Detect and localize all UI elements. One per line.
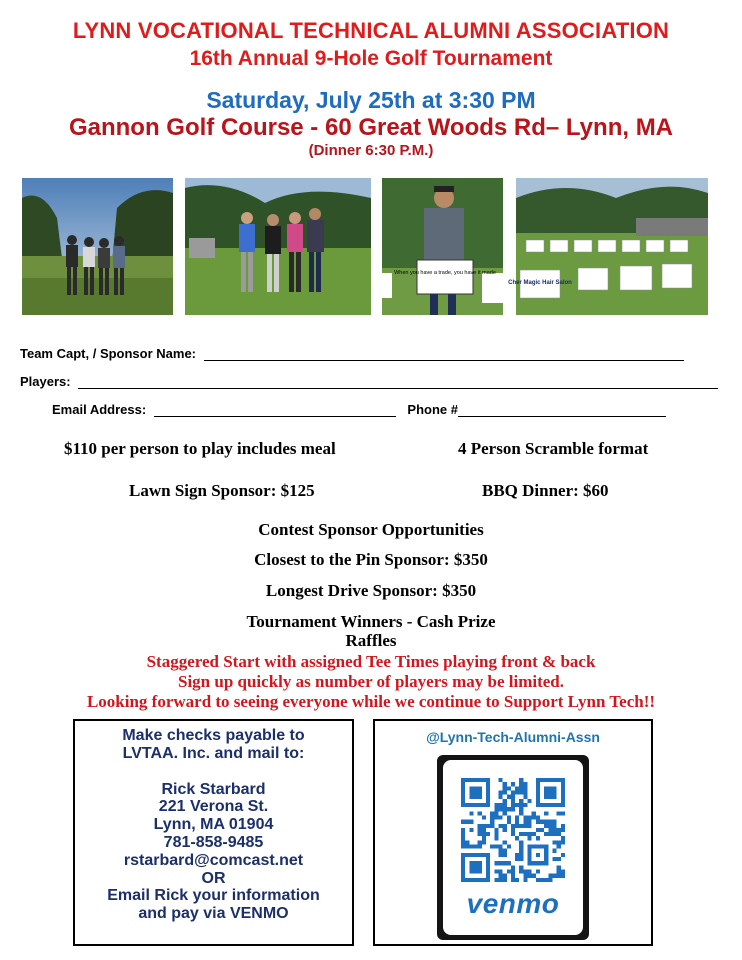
mail-instructions-box — [73, 719, 354, 946]
note-looking-forward: Looking forward to seeing everyone while we continue to Support Lynn Tech!! — [86, 692, 656, 711]
price-lawn-sign: Lawn Sign Sponsor: $125 — [129, 481, 315, 500]
venmo-box — [373, 719, 653, 946]
venmo-handle: @Lynn-Tech-Alumni-Assn — [426, 729, 600, 745]
org-title: LYNN VOCATIONAL TECHNICAL ALUMNI ASSOCIATION — [72, 18, 670, 43]
longest-drive-price: Longest Drive Sponsor: $350 — [265, 581, 477, 600]
tournament-winners: Tournament Winners - Cash Prize — [246, 612, 496, 631]
contest-heading: Contest Sponsor Opportunities — [258, 520, 484, 539]
mail-line-3: Email Rick your information — [107, 887, 320, 905]
note-sign-up: Sign up quickly as number of players may be limited. — [177, 672, 565, 691]
mail-line-4: and pay via VENMO — [138, 905, 289, 923]
email-phone-row — [52, 402, 666, 417]
event-venue: Gannon Golf Course - 60 Great Woods Rd– Lynn, MA — [68, 114, 674, 141]
dinner-time: (Dinner 6:30 P.M.) — [308, 142, 434, 159]
price-bbq: BBQ Dinner: $60 — [482, 481, 609, 500]
venmo-card — [437, 755, 589, 940]
contact-email: rstarbard@comcast.net — [123, 851, 304, 869]
email-field[interactable] — [154, 404, 396, 417]
note-staggered-start: Staggered Start with assigned Tee Times playing front & back — [146, 652, 596, 671]
sign-text: When you have a trade, you have it made — [394, 270, 496, 276]
photo-lawn-signs — [508, 178, 708, 315]
players-field[interactable] — [78, 376, 718, 389]
venmo-logo: venmo — [466, 888, 560, 919]
format-info: 4 Person Scramble format — [458, 439, 649, 458]
phone-field[interactable] — [458, 404, 666, 417]
raffles: Raffles — [345, 631, 397, 650]
email-label: Email Address: — [52, 402, 147, 417]
photo-group-fairway — [22, 178, 173, 315]
contact-name: Rick Starbard — [161, 780, 266, 798]
players-row — [20, 374, 718, 389]
closest-pin-price: Closest to the Pin Sponsor: $350 — [254, 550, 488, 569]
contact-phone: 781-858-9485 — [163, 833, 264, 851]
photo-golfers — [185, 178, 371, 315]
captain-field[interactable] — [204, 348, 684, 361]
contact-street: 221 Verona St. — [158, 798, 269, 816]
contact-city: Lynn, MA 01904 — [153, 816, 274, 834]
lawn-sign-text: Cher Magic Hair Salon — [508, 280, 572, 286]
event-title: 16th Annual 9-Hole Golf Tournament — [189, 47, 553, 70]
players-label: Players: — [20, 374, 71, 389]
captain-label: Team Capt, / Sponsor Name: — [20, 346, 197, 361]
phone-label: Phone # — [407, 402, 458, 417]
mail-line-2: LVTAA. Inc. and mail to: — [122, 744, 305, 762]
or-divider: OR — [201, 869, 226, 887]
qr-code-icon[interactable] — [461, 778, 565, 882]
mail-line-1: Make checks payable to — [122, 727, 305, 744]
price-play: $110 per person to play includes meal — [64, 439, 336, 458]
captain-row — [20, 346, 684, 361]
event-date: Saturday, July 25th at 3:30 PM — [206, 87, 536, 113]
photo-man-with-sign — [382, 178, 503, 315]
